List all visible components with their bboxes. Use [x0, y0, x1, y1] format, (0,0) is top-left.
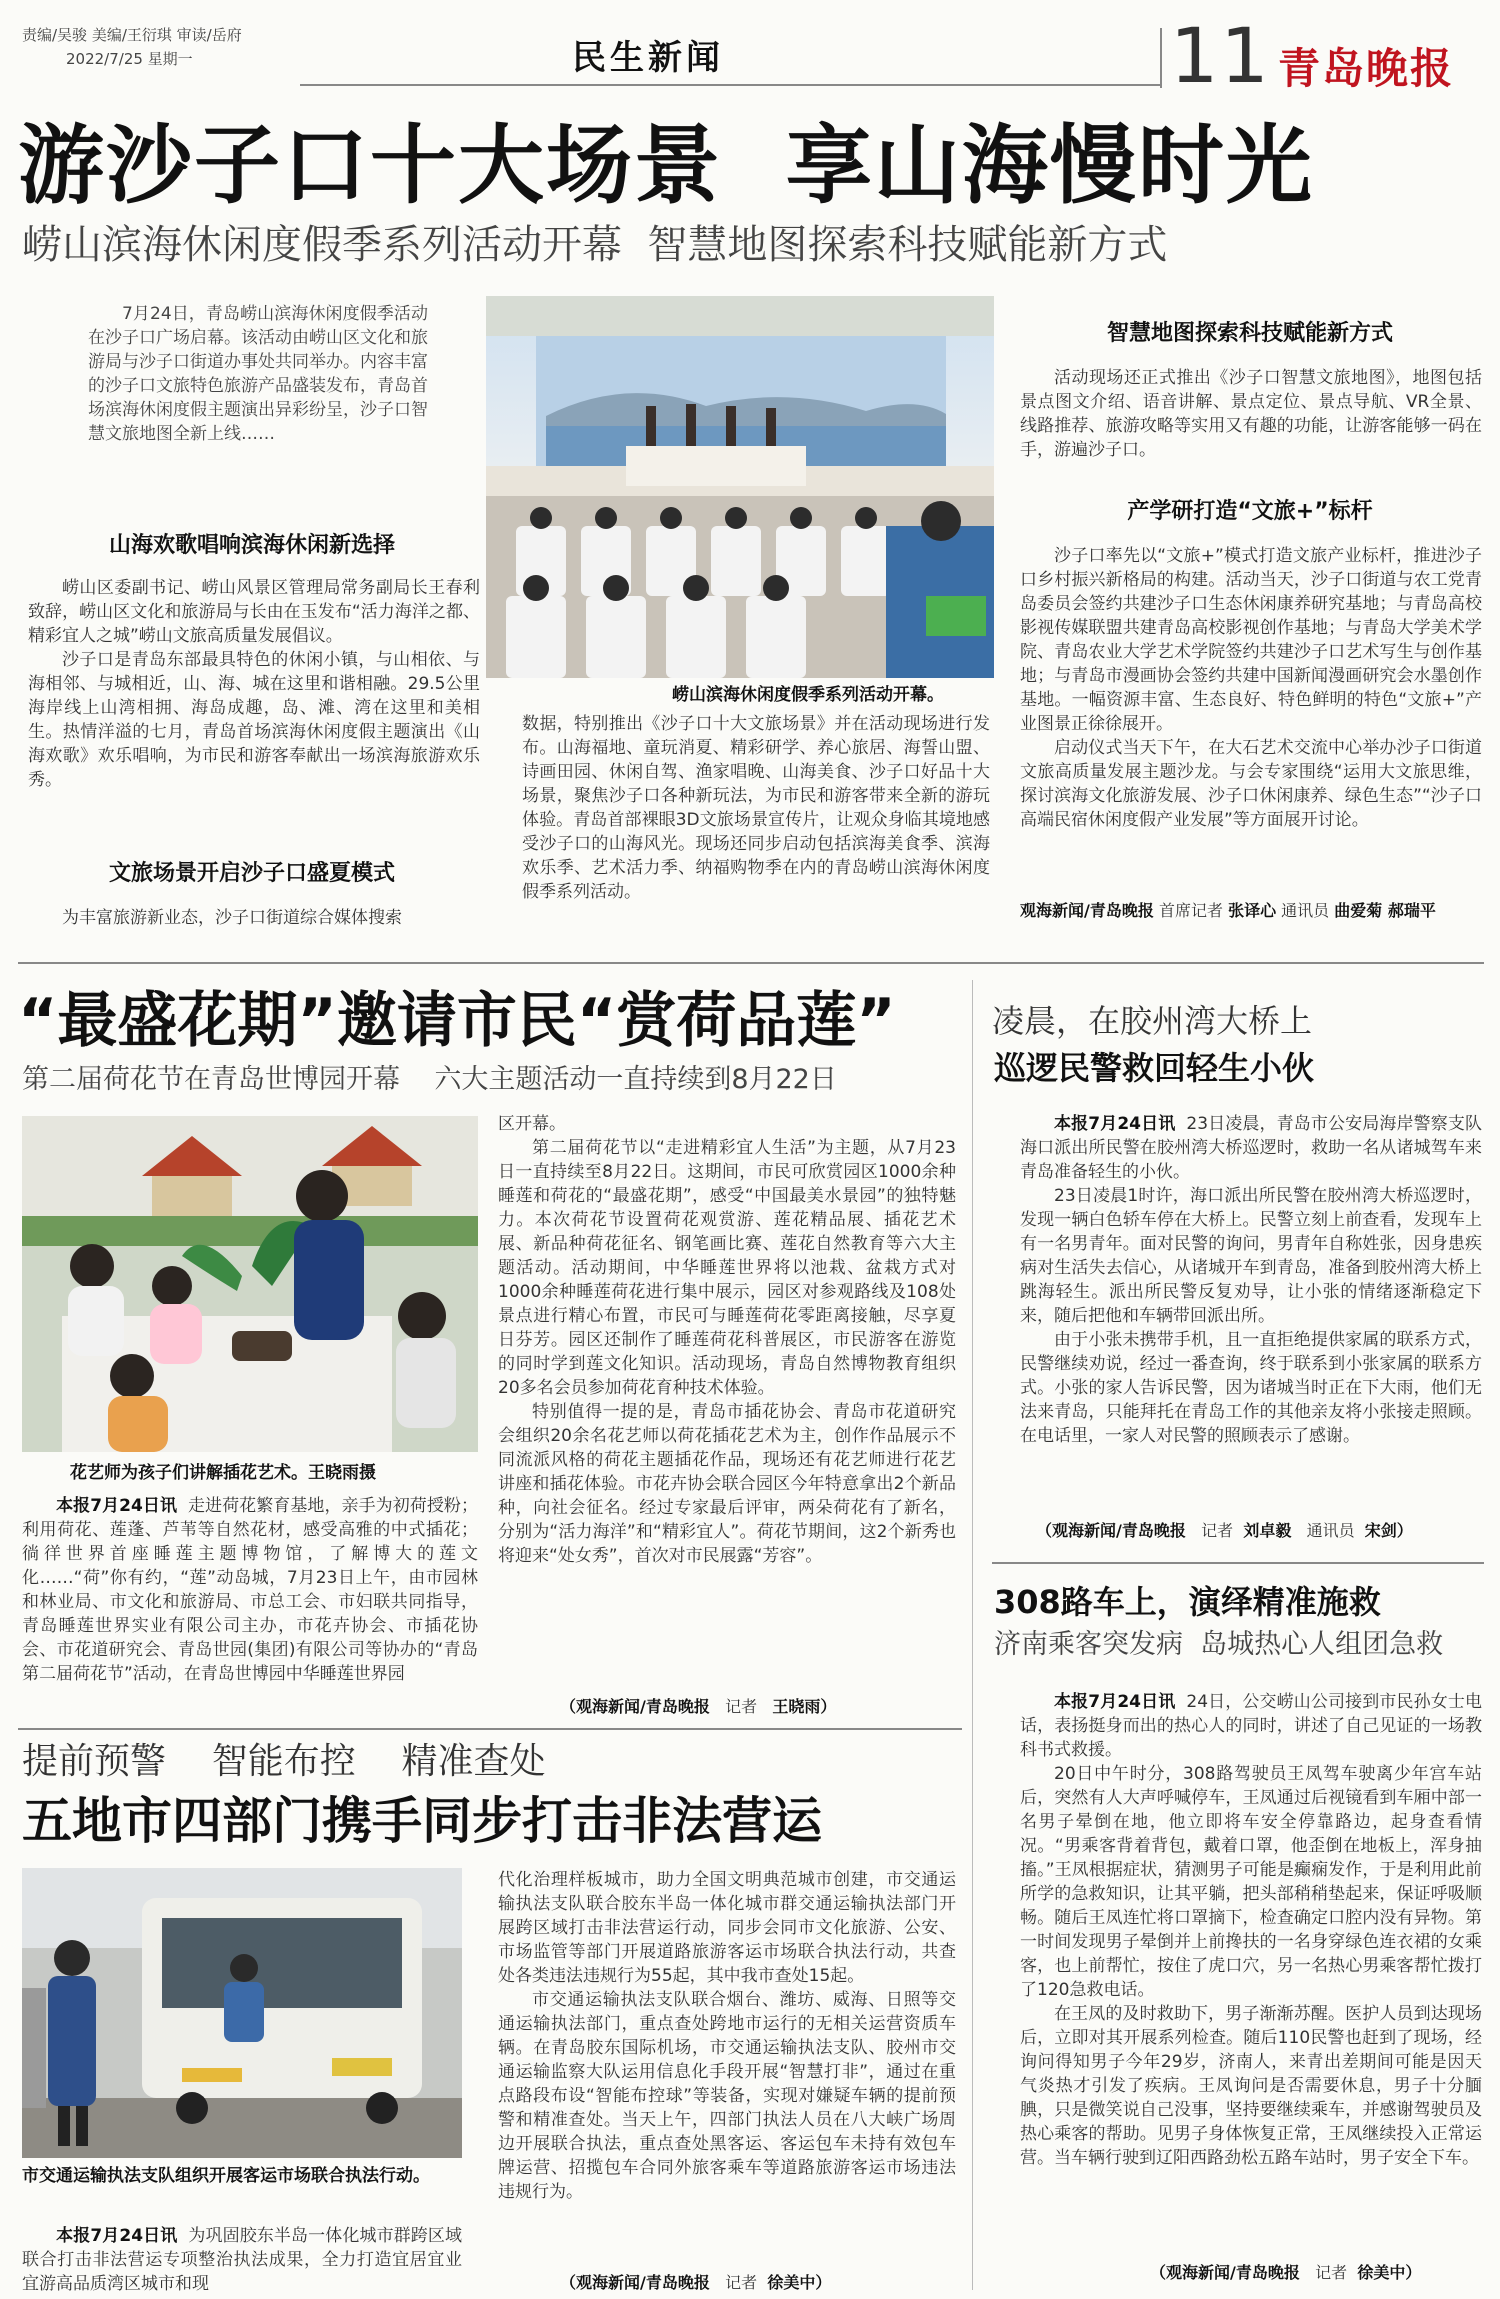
- story1-sec1-body: [28, 576, 480, 792]
- story3-byline-name2: 宋剑）: [1364, 1521, 1413, 1540]
- story5-right-body: [498, 1868, 956, 2204]
- story1-sec1-p1: 崂山区委副书记、崂山风景区管理局常务副局长王春利致辞，崂山区文化和旅游局与长由在玉发布“活力海洋之都、精彩宜人之城”崂山文旅高质量发展倡议。: [28, 578, 480, 646]
- story1-sec4-p1: 沙子口率先以“文旅+”模式打造文旅产业标杆，推进沙子口乡村振兴新格局的构建。活动当天，沙子口街道与农工党青岛委员会签约共建沙子口生态休闲康养研究基地；与青岛高校影视传媒联盟共建青岛高校影视创作基地；与青岛大学美术学院、青岛农业大学艺术学院签约共建沙子口艺术写生与创作基地；与青岛市漫画协会签约共建中国新闻漫画研究会水墨创作基地。一幅资源丰富、生态良好、特色鲜明的特色“文旅+”产业图景正徐徐展开。: [1020, 546, 1482, 734]
- story2-byline: [560, 1694, 836, 1717]
- newspaper-logo: 青岛晚报: [1278, 44, 1455, 93]
- story1-headline: 游沙子口十大场景 享山海慢时光: [18, 116, 1314, 216]
- story4-subhead: 济南乘客突发病 岛城热心人组团急救: [994, 1629, 1444, 1660]
- story3-byline: [1036, 1518, 1413, 1541]
- section-rule-2: [992, 1562, 1484, 1564]
- story2-left-text: 走进荷花繁育基地，亲手为初荷授粉；利用荷花、莲蓬、芦苇等自然花材，感受高雅的中式插花；徜徉世界首座睡莲主题博物馆，了解博大的莲文化……“荷”你有约，“莲”动岛城，7月23日上午，由市园林和林业局、市文化和旅游局、市总工会、市妇联共同指导，青岛睡莲世界实业有限公司主办，市花卉协会、市插花协会、市花道研究会、青岛世园(集团)有限公司等协办的“青岛第二届荷花节”活动，在青岛世博园中华睡莲世界园: [22, 1496, 478, 1684]
- story3-headline: 巡逻民警救回轻生小伙: [994, 1049, 1315, 1087]
- story5-dateline: 本报7月24日讯: [56, 2226, 178, 2246]
- column-divider: [972, 980, 973, 2290]
- story1-byline-name2: 曲爱菊 郝瑞平: [1334, 901, 1436, 920]
- flower-arranging-photo: [22, 1116, 478, 1452]
- story3-byline-role1: 记者: [1201, 1521, 1234, 1540]
- story4-byline: [1150, 2260, 1421, 2283]
- story3-p2: 23日凌晨1时许，海口派出所民警在胶州湾大桥巡逻时，发现一辆白色轿车停在大桥上。民警立刻上前查看，发现车上有一名男青年。面对民警的询问，男青年自称姓张，因身患疾病对生活失去信心，从诸城开车到青岛，准备到胶州湾大桥上跳海轻生。派出所民警反复劝导，让小张的情绪逐渐稳定下来，随后把他和车辆带回派出所。: [1020, 1186, 1482, 1326]
- story1-byline: [1020, 898, 1482, 924]
- story1-sec1-p2: 沙子口是青岛东部最具特色的休闲小镇，与山相依、与海相邻、与城相近，山、海、城在这里和谐相融。29.5公里海岸线上山湾相拥、海岛成趣，岛、滩、湾在这里和美相生。热情洋溢的七月，青岛首场滨海休闲度假主题演出《山海欢歌》欢乐唱响，为市民和游客奉献出一场滨海旅游欢乐秀。: [28, 650, 480, 790]
- story1-byline-role1: 首席记者: [1158, 901, 1223, 920]
- story5-byline-name: 徐美中）: [767, 2273, 832, 2292]
- story1-sec1-title: 山海欢歌唱响滨海休闲新选择: [108, 533, 395, 558]
- story5-left-body: [22, 2224, 462, 2296]
- stage-performance-photo: [486, 296, 994, 678]
- story1-byline-role2: 通讯员: [1281, 901, 1330, 920]
- story2-right-body: [498, 1112, 956, 1568]
- story3-byline-source: （观海新闻/青岛晚报: [1036, 1521, 1186, 1540]
- story5-headline: 五地市四部门携手同步打击非法营运: [22, 1792, 822, 1850]
- story3-byline-role2: 通讯员: [1306, 1521, 1355, 1540]
- story5-photo-caption: 市交通运输执法支队组织开展客运市场联合执法行动。: [22, 2166, 430, 2186]
- story4-body: [1020, 1690, 1482, 2170]
- story4-dateline: 本报7月24日讯: [1054, 1692, 1176, 1712]
- story4-headline: 308路车上，演绎精准施救: [994, 1583, 1381, 1621]
- issue-date: 2022/7/25 星期一: [66, 50, 193, 68]
- story1-sec2-title: 文旅场景开启沙子口盛夏模式: [108, 861, 395, 886]
- story5-kicker: 提前预警 智能布控 精准查处: [22, 1741, 546, 1782]
- story2-right-p1: 第二届荷花节以“走进精彩宜人生活”为主题，从7月23日一直持续至8月22日。这期间，市民可欣赏园区1000余种睡莲和荷花的“最盛花期”，感受“中国最美水景园”的独特魅力。本次荷花节设置荷花观赏游、莲花精品展、插花艺术展、新品种荷花征名、钢笔画比赛、莲花自然教育等六大主题活动。活动期间，中华睡莲世界将以池栽、盆栽方式对1000余种睡莲荷花进行集中展示，园区对参观路线及108处景点进行精心布置，市民可与睡莲荷花零距离接触，尽享夏日芬芳。园区还制作了睡莲荷花科普展区，市民游客在游览的同时学到莲文化知识。活动现场，青岛自然博物教育组织20多名会员参加荷花育种技术体验。: [498, 1138, 956, 1398]
- story4-p2: 20日中午时分，308路驾驶员王凤驾车驶离少年宫车站后，突然有人大声呼喊停车，王凤通过后视镜看到车厢中部一名男子晕倒在地，他立即将车安全停靠路边，起身查看情况。“男乘客背着背包，戴着口罩，他歪倒在地板上，浑身抽搐。”王凤根据症状，猜测男子可能是癫痫发作，于是利用此前所学的急救知识，让其平躺，把头部稍稍垫起来，保证呼吸顺畅。随后王凤连忙将口罩摘下，检查确定口腔内没有异物。第一时间发现男子晕倒并上前搀扶的一名身穿绿色连衣裙的女乘客，也上前帮忙，按住了虎口穴，另一名热心男乘客帮忙拨打了120急救电话。: [1020, 1764, 1482, 2000]
- page-number: 11: [1170, 11, 1271, 100]
- story1-sec4-title: 产学研打造“文旅+”标杆: [1127, 499, 1373, 524]
- story4-byline-role: 记者: [1315, 2263, 1348, 2282]
- story4-byline-source: （观海新闻/青岛晚报: [1150, 2263, 1300, 2282]
- section-rule-3: [18, 1728, 962, 1730]
- story2-headline: “最盛花期”邀请市民“赏荷品莲”: [18, 986, 896, 1056]
- story3-body: [1020, 1112, 1482, 1448]
- story2-right-p2: 特别值得一提的是，青岛市插花协会、青岛市花道研究会组织20余名花艺师以荷花插花艺术为主，创作作品展示不同流派风格的荷花主题插花作品，现场还有花艺师进行花艺讲座和插花体验。市花卉协会联合园区今年特意拿出2个新品种，向社会征名。经过专家最后评审，两朵荷花有了新名，分别为“活力海洋”和“精彩宜人”。荷花节期间，这2个新秀也将迎来“处女秀”，首次对市民展露“芳容”。: [498, 1402, 956, 1566]
- story3-kicker: 凌晨，在胶州湾大桥上: [992, 1002, 1313, 1040]
- story5-left-text: 为巩固胶东半岛一体化城市群跨区域联合打击非法营运专项整治执法成果，全力打造宜居宜业宜游高品质湾区城市和现: [22, 2226, 463, 2294]
- story1-byline-source: 观海新闻/青岛晚报: [1020, 901, 1154, 920]
- story1-subhead: 崂山滨海休闲度假季系列活动开幕 智慧地图探索科技赋能新方式: [22, 222, 1168, 268]
- story1-sec3-body: 活动现场还正式推出《沙子口智慧文旅地图》，地图包括景点图文介绍、语音讲解、景点定位、景点导航、VR全景、线路推荐、旅游攻略等实用又有趣的功能，让游客能够一码在手，游遍沙子口。: [1020, 368, 1482, 460]
- story3-p1: 23日凌晨，青岛市公安局海岸警察支队海口派出所民警在胶州湾大桥巡逻时，救助一名从诸城驾车来青岛准备轻生的小伙。: [1020, 1114, 1482, 1182]
- story1-sec3-title: 智慧地图探索科技赋能新方式: [1106, 321, 1393, 346]
- story2-dateline: 本报7月24日讯: [56, 1496, 178, 1516]
- story1-sec4-p2: 启动仪式当天下午，在大石艺术交流中心举办沙子口街道文旅高质量发展主题沙龙。与会专家围绕“运用大文旅思维，探讨滨海文化旅游发展、沙子口休闲康养、绿色生态”“沙子口高端民宿休闲度假产业发展”等方面展开讨论。: [1020, 738, 1482, 830]
- story2-byline-name: 王晓雨）: [772, 1697, 837, 1716]
- story5-byline-role: 记者: [725, 2273, 758, 2292]
- story5-byline-source: （观海新闻/青岛晚报: [560, 2273, 710, 2292]
- staff-credits: 责编/吴骏 美编/王衍琪 审读/岳府: [22, 26, 242, 44]
- story2-subhead: 第二届荷花节在青岛世博园开幕 六大主题活动一直持续到8月22日: [22, 1064, 837, 1095]
- section-rule-1: [18, 962, 1484, 964]
- story1-byline-name1: 张译心: [1228, 901, 1277, 920]
- story1-photo-caption: 崂山滨海休闲度假季系列活动开幕。: [672, 685, 944, 705]
- story4-byline-name: 徐美中）: [1357, 2263, 1422, 2282]
- masthead-rule: [300, 84, 1160, 86]
- story1-mid-text: 数据，特别推出《沙子口十大文旅场景》并在活动现场进行发布。山海福地、童玩消夏、精彩研学、养心旅居、海誓山盟、诗画田园、休闲自驾、渔家唱晚、山海美食、沙子口好品十大场景，聚焦沙子口各种新玩法，为市民和游客带来全新的游玩体验。青岛首部裸眼3D文旅场景宣传片，让观众身临其境地感受沙子口的山海风光。现场还同步启动包括滨海美食季、滨海欢乐季、艺术活力季、纳福购物季在内的青岛崂山滨海休闲度假季系列活动。: [522, 714, 990, 902]
- story5-right-p2: 市交通运输执法支队联合烟台、潍坊、威海、日照等交通运输执法部门，重点查处跨地市运行的无相关运营资质车辆。在青岛胶东国际机场，市交通运输执法支队、胶州市交通运输监察大队运用信息化手段开展“智慧打非”，通过在重点路段布设“智能布控球”等装备，实现对嫌疑车辆的提前预警和精准查处。当天上午，四部门执法人员在八大峡广场周边开展联合执法，重点查处黑客运、客运包车未持有效包车牌运营、招揽包车合同外旅客乘车等道路旅游客运市场违法违规行为。: [498, 1990, 956, 2202]
- story2-photo-caption: 花艺师为孩子们讲解插花艺术。王晓雨摄: [70, 1463, 376, 1483]
- story2-right-p0: 区开幕。: [498, 1114, 566, 1134]
- story2-byline-source: （观海新闻/青岛晚报: [560, 1697, 710, 1716]
- story4-p1: 24日，公交崂山公司接到市民孙女士电话，表扬挺身而出的热心人的同时，讲述了自己见证的一场教科书式救援。: [1020, 1692, 1482, 1760]
- story5-byline: [560, 2270, 831, 2293]
- story2-left-body: [22, 1494, 478, 1686]
- masthead-divider: [1160, 28, 1162, 88]
- story1-sec4-body: [1020, 544, 1482, 832]
- story3-dateline: 本报7月24日讯: [1054, 1114, 1176, 1134]
- story2-byline-role: 记者: [725, 1697, 758, 1716]
- bus-inspection-photo: [22, 1868, 462, 2158]
- story5-right-p1: 代化治理样板城市，助力全国文明典范城市创建，市交通运输执法支队联合胶东半岛一体化城市群交通运输执法部门开展跨区域打击非法营运行动，同步会同市文化旅游、公安、市场监管等部门开展道路旅游客运市场联合执法行动，共查处各类违法违规行为55起，其中我市查处15起。: [498, 1870, 956, 1986]
- story1-sec2-body: 为丰富旅游新业态，沙子口街道综合媒体搜索: [62, 908, 402, 928]
- story3-p3: 由于小张未携带手机，且一直拒绝提供家属的联系方式，民警继续劝说，经过一番查询，终于联系到小张家属的联系方式。小张的家人告诉民警，因为诸城当时正在下大雨，他们无法来青岛，只能拜托在青岛工作的其他亲友将小张接走照顾。在电话里，一家人对民警的照顾表示了感谢。: [1020, 1330, 1482, 1446]
- story3-byline-name1: 刘卓毅: [1243, 1521, 1292, 1540]
- story4-p3: 在王凤的及时救助下，男子渐渐苏醒。医护人员到达现场后，立即对其开展系列检查。随后110民警也赶到了现场，经询问得知男子今年29岁，济南人，来青出差期间可能是因天气炎热才引发了疾病。王凤询问是否需要休息，男子十分腼腆，只是微笑说自己没事，坚持要继续乘车，并感谢驾驶员及热心乘客的帮助。见男子身体恢复正常，王凤继续投入正常运营。当车辆行驶到辽阳西路劲松五路车站时，男子安全下车。: [1020, 2004, 1482, 2168]
- section-name: 民生新闻: [572, 38, 724, 78]
- story1-lead: 7月24日，青岛崂山滨海休闲度假季活动在沙子口广场启幕。该活动由崂山区文化和旅游局与沙子口街道办事处共同举办。内容丰富的沙子口文旅特色旅游产品盛装发布，青岛首场滨海休闲度假主题演出异彩纷呈，沙子口智慧文旅地图全新上线……: [88, 304, 428, 444]
